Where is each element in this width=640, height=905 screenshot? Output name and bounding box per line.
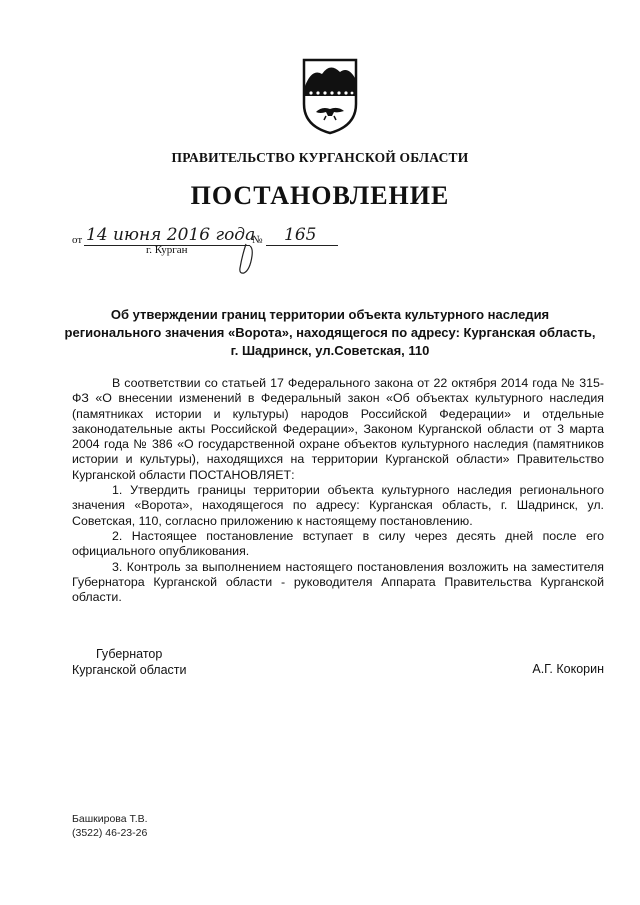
subject-heading xyxy=(60,306,600,360)
executor-contact xyxy=(72,812,148,840)
item-2-paragraph: 2. Настоящее постановление вступает в силу через десять дней после его официального опубликования. xyxy=(72,528,604,559)
subject-line-3: г. Шадринск, ул.Советская, 110 xyxy=(230,343,430,358)
handwritten-mark xyxy=(232,242,262,276)
subject-line-1: Об утверждении границ территории объекта культурного наследия xyxy=(110,307,550,322)
number-underline xyxy=(266,245,338,246)
date-from-label: от xyxy=(72,234,83,246)
document-type-title: ПОСТАНОВЛЕНИЕ xyxy=(190,181,450,210)
handwritten-number: 165 xyxy=(284,225,317,245)
executor-name: Башкирова Т.В. xyxy=(72,813,148,825)
signatory-title-line-2: Курганской области xyxy=(72,663,187,677)
signatory-title xyxy=(72,646,187,678)
item-1-paragraph: 1. Утвердить границы территории объекта культурного наследия регионального значения «Ворота», находящегося по адресу: Курганская область, г. Шадринск, ул. Советская, 110, согласно приложению к настоящему постановлению. xyxy=(72,483,604,528)
date-number-line xyxy=(72,226,362,256)
city-label: г. Курган xyxy=(146,244,188,256)
government-name: ПРАВИТЕЛЬСТВО КУРГАНСКОЙ ОБЛАСТИ xyxy=(171,150,469,165)
number-label: № xyxy=(252,234,263,246)
signatory-title-line-1: Губернатор xyxy=(96,647,163,661)
executor-phone: (3522) 46-23-26 xyxy=(72,827,148,839)
handwritten-date: 14 июня 2016 года xyxy=(86,225,256,245)
subject-line-2: регионального значения «Ворота», находящегося по адресу: Курганская область, xyxy=(64,325,596,340)
coat-of-arms-emblem xyxy=(300,56,360,136)
item-3-paragraph: 3. Контроль за выполнением настоящего постановления возложить на заместителя Губернатора Курганской области - руководителя Аппарата Правительства Курганской области. xyxy=(72,559,604,605)
signatory-name: А.Г. Кокорин xyxy=(532,662,604,676)
document-body xyxy=(72,376,604,605)
preamble-paragraph: В соответствии со статьей 17 Федерального закона от 22 октября 2014 года № 315-ФЗ «О внесении изменений в Федеральный закон «Об объектах культурного наследия (памятниках истории и культуры) народов Российской Федерации» и отдельные законодательные акты Российской Федерации», Законом Курганской области от 3 марта 2004 года № 386 «О государственной охране объектов культурного наследия (памятников истории и культуры), находящихся на территории Курганской области» Правительство Курганской области ПОСТАНОВЛЯЕТ: xyxy=(72,376,604,482)
